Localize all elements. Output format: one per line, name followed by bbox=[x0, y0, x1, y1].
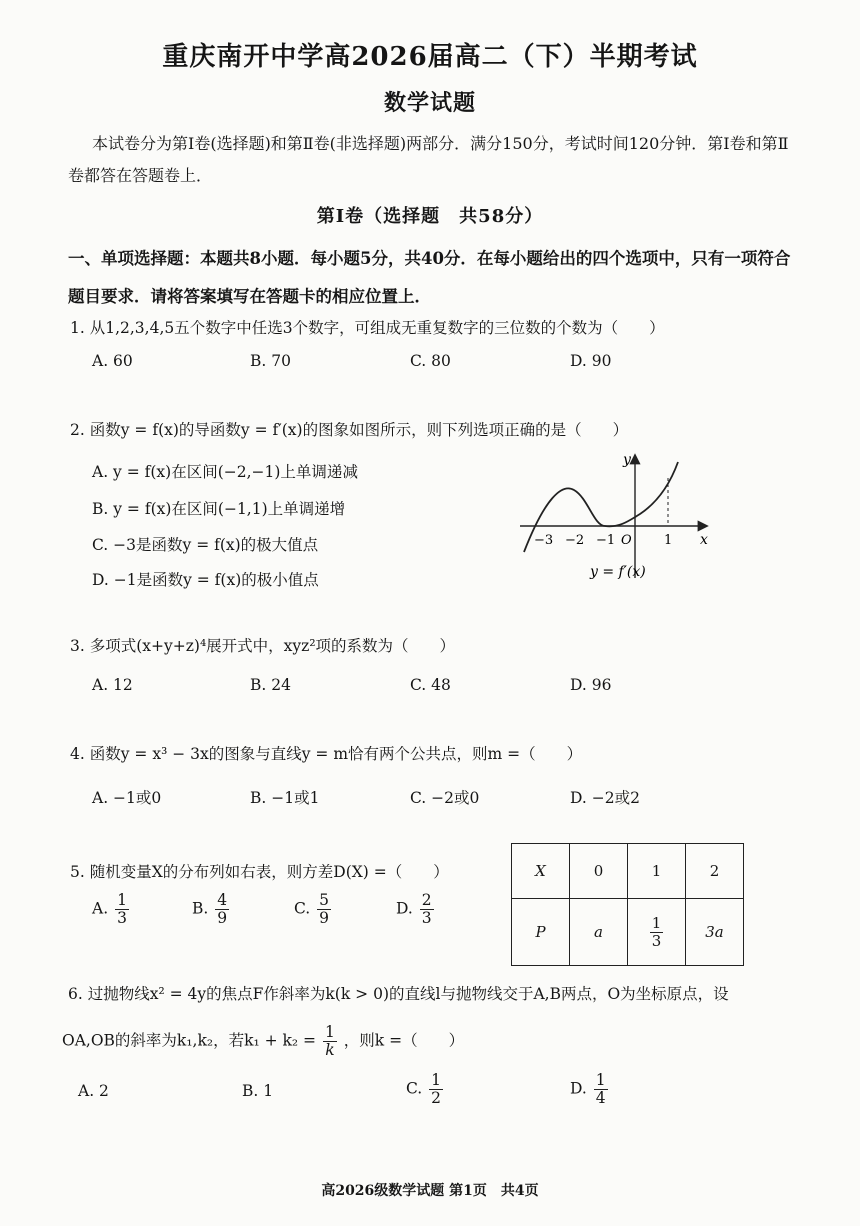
q4-option-b[interactable]: B. −1或1 bbox=[250, 789, 320, 807]
question-stem: ，则k =（ ） bbox=[343, 1031, 465, 1050]
origin-label: O bbox=[621, 533, 632, 548]
q5-option-b[interactable] bbox=[192, 892, 231, 927]
q4-option-d[interactable]: D. −2或2 bbox=[570, 789, 640, 807]
table-row bbox=[512, 899, 744, 966]
q5-option-d[interactable] bbox=[396, 892, 436, 927]
section-heading: 第Ⅰ卷（选择题 共58分） bbox=[316, 206, 544, 227]
question-number: 1. bbox=[70, 319, 85, 337]
tick-label: −1 bbox=[596, 533, 616, 548]
option-letter: A. bbox=[92, 899, 109, 918]
tick-label: −2 bbox=[565, 533, 585, 548]
question-number: 6. bbox=[68, 985, 83, 1003]
question-6 bbox=[68, 982, 729, 1004]
numerator: 1 bbox=[595, 1071, 606, 1089]
question-stem: 从1,2,3,4,5五个数字中任选3个数字，可组成无重复数字的三位数的个数为（ ） bbox=[89, 319, 665, 337]
q4-option-c[interactable]: C. −2或0 bbox=[410, 789, 480, 807]
table-cell: P bbox=[512, 899, 570, 966]
table-row bbox=[512, 844, 744, 899]
numerator: 1 bbox=[651, 914, 662, 932]
question-stem: 多项式(x+y+z)⁴展开式中，xyz²项的系数为（ ） bbox=[89, 637, 456, 655]
page-footer: 高2026级数学试题 第1页 共4页 bbox=[321, 1183, 539, 1199]
numerator: 4 bbox=[217, 891, 228, 909]
denominator: 9 bbox=[217, 909, 228, 928]
q5-option-c[interactable] bbox=[294, 892, 333, 927]
option-fraction bbox=[594, 1072, 608, 1107]
question-number: 2. bbox=[70, 421, 85, 439]
x-axis-label: x bbox=[700, 532, 708, 548]
option-letter: D. bbox=[570, 1079, 587, 1098]
denominator: 3 bbox=[651, 931, 662, 950]
option-letter: C. bbox=[294, 899, 311, 918]
denominator: 9 bbox=[319, 909, 330, 928]
numerator: 1 bbox=[431, 1071, 442, 1089]
option-letter: D. bbox=[396, 899, 413, 918]
option-fraction bbox=[317, 892, 331, 927]
distribution-table bbox=[511, 843, 744, 966]
q4-option-a[interactable]: A. −1或0 bbox=[92, 789, 162, 807]
table-cell bbox=[628, 899, 686, 966]
question-stem: 函数y = x³ − 3x的图象与直线y = m恰有两个公共点，则m =（ ） bbox=[89, 745, 583, 763]
cell-fraction bbox=[650, 915, 664, 949]
q2-option-b[interactable]: B. y = f(x)在区间(−1,1)上单调递增 bbox=[92, 500, 346, 518]
q1-option-c[interactable]: C. 80 bbox=[410, 352, 451, 370]
question-2 bbox=[70, 418, 628, 440]
curve-label: y = f′(x) bbox=[590, 564, 646, 580]
question-4 bbox=[70, 742, 582, 764]
question-6-line-2 bbox=[62, 1024, 464, 1059]
table-cell: 2 bbox=[686, 844, 744, 899]
q6-option-b[interactable]: B. 1 bbox=[242, 1082, 274, 1100]
question-1 bbox=[70, 316, 665, 338]
q1-option-b[interactable]: B. 70 bbox=[250, 352, 291, 370]
question-number: 3. bbox=[70, 637, 85, 655]
tick-label: 1 bbox=[664, 533, 673, 548]
question-stem: OA,OB的斜率为k₁,k₂，若k₁ + k₂ = bbox=[62, 1031, 317, 1050]
q3-option-c[interactable]: C. 48 bbox=[410, 676, 451, 694]
y-axis-label: y bbox=[623, 452, 631, 468]
question-number: 4. bbox=[70, 745, 85, 763]
table-cell: X bbox=[512, 844, 570, 899]
q5-option-a[interactable] bbox=[92, 892, 131, 927]
exam-title: 重庆南开中学高2026届高二（下）半期考试 bbox=[162, 42, 698, 72]
question-5 bbox=[70, 860, 449, 882]
question-stem: 函数y = f(x)的导函数y = f′(x)的图象如图所示，则下列选项正确的是（ ） bbox=[89, 421, 629, 439]
option-fraction bbox=[115, 892, 129, 927]
question-stem: 过抛物线x² = 4y的焦点F作斜率为k(k > 0)的直线l与抛物线交于A,B两点，O为坐标原点，设 bbox=[87, 985, 729, 1003]
q1-option-d[interactable]: D. 90 bbox=[570, 352, 612, 370]
question-stem: 随机变量X的分布列如右表，则方差D(X) =（ ） bbox=[89, 863, 449, 881]
q6-option-c[interactable] bbox=[406, 1072, 445, 1107]
q2-option-a[interactable]: A. y = f(x)在区间(−2,−1)上单调递减 bbox=[92, 463, 358, 481]
q6-option-d[interactable] bbox=[570, 1072, 610, 1107]
numerator: 1 bbox=[117, 891, 127, 909]
denominator: 2 bbox=[431, 1089, 442, 1108]
q2-option-d[interactable]: D. −1是函数y = f(x)的极小值点 bbox=[92, 571, 319, 589]
table-cell: 3a bbox=[686, 899, 744, 966]
numerator: 2 bbox=[421, 891, 432, 909]
option-letter: B. bbox=[192, 899, 209, 918]
q3-option-d[interactable]: D. 96 bbox=[570, 676, 612, 694]
q1-option-a[interactable]: A. 60 bbox=[92, 352, 133, 370]
section-instruction: 一、单项选择题：本题共8小题．每小题5分，共40分．在每小题给出的四个选项中，只有一项符合题目要求．请将答案填写在答题卡的相应位置上． bbox=[68, 249, 791, 306]
q2-option-c[interactable]: C. −3是函数y = f(x)的极大值点 bbox=[92, 536, 319, 554]
stem-fraction bbox=[323, 1024, 337, 1059]
exam-subtitle: 数学试题 bbox=[383, 90, 476, 116]
table-cell: a bbox=[570, 899, 628, 966]
q3-option-a[interactable]: A. 12 bbox=[92, 676, 133, 694]
q6-option-a[interactable]: A. 2 bbox=[78, 1082, 109, 1100]
table-cell: 1 bbox=[628, 844, 686, 899]
denominator: k bbox=[325, 1041, 335, 1060]
option-fraction bbox=[429, 1072, 443, 1107]
denominator: 4 bbox=[595, 1089, 606, 1108]
q3-option-b[interactable]: B. 24 bbox=[250, 676, 291, 694]
denominator: 3 bbox=[117, 909, 127, 928]
exam-intro: 本试卷分为第Ⅰ卷(选择题)和第Ⅱ卷(非选择题)两部分．满分150分，考试时间120分钟．第Ⅰ卷和第Ⅱ卷都答在答题卷上． bbox=[68, 134, 789, 185]
question-number: 5. bbox=[70, 863, 85, 881]
option-fraction bbox=[420, 892, 434, 927]
table-cell: 0 bbox=[570, 844, 628, 899]
question-3 bbox=[70, 634, 455, 656]
tick-label: −3 bbox=[534, 533, 554, 548]
option-fraction bbox=[215, 892, 229, 927]
numerator: 1 bbox=[324, 1023, 335, 1041]
numerator: 5 bbox=[319, 891, 330, 909]
option-letter: C. bbox=[406, 1079, 423, 1098]
denominator: 3 bbox=[421, 909, 432, 928]
derivative-graph bbox=[510, 448, 720, 588]
